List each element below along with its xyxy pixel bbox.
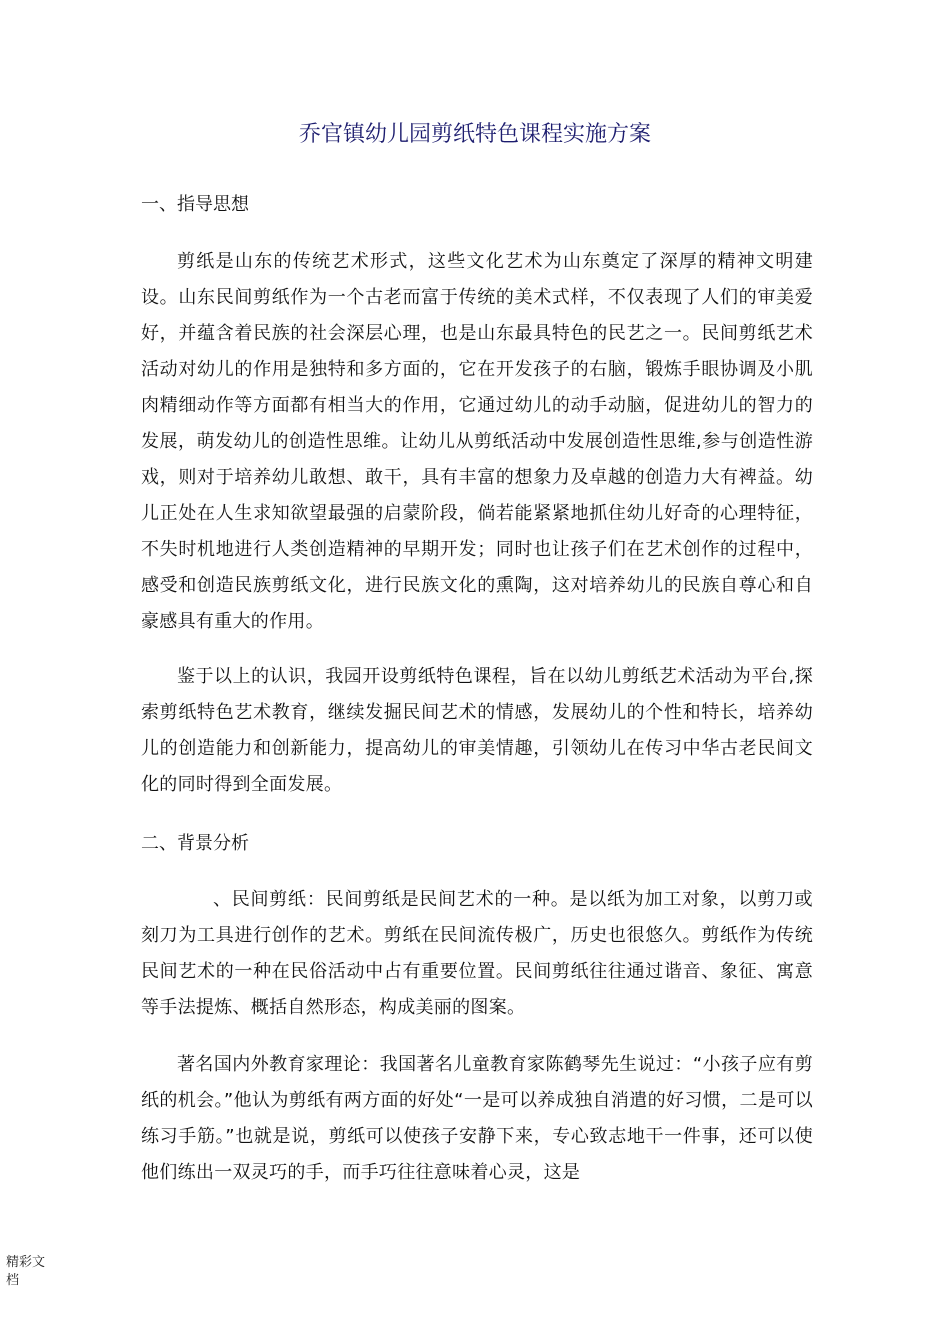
- section-heading-background: 二、背景分析: [141, 833, 249, 854]
- footer-note: 精彩文档: [6, 1255, 46, 1288]
- paragraph-background-2: 著名国内外教育家理论：我国著名儿童教育家陈鹤琴先生说过：“小孩子应有剪纸的机会。”他认为剪纸有两方面的好处“一是可以养成独自消遣的好习惯，二是可以练习手筋。”也就是说，剪纸可以使孩子安静下来，专心致志地干一件事，还可以使他们练出一双灵巧的手，而手巧往往意味着心灵，这是: [141, 1054, 813, 1183]
- paragraph-guiding-thought-1: 剪纸是山东的传统艺术形式，这些文化艺术为山东奠定了深厚的精神文明建设。山东民间剪纸作为一个古老而富于传统的美术式样，不仅表现了人们的审美爱好，并蕴含着民族的社会深层心理，也是山东最具特色的民艺之一。民间剪纸艺术活动对幼儿的作用是独特和多方面的，它在开发孩子的右脑，锻炼手眼协调及小肌肉精细动作等方面都有相当大的作用，它通过幼儿的动手动脑，促进幼儿的智力的发展，萌发幼儿的创造性思维。让幼儿从剪纸活动中发展创造性思维,参与创造性游戏，则对于培养幼儿敢想、敢干，具有丰富的想象力及卓越的创造力大有裨益。幼儿正处在人生求知欲望最强的启蒙阶段，倘若能紧紧地抓住幼儿好奇的心理特征，不失时机地进行人类创造精神的早期开发；同时也让孩子们在艺术创作的过程中，感受和创造民族剪纸文化，进行民族文化的熏陶，这对培养幼儿的民族自尊心和自豪感具有重大的作用。: [141, 251, 813, 632]
- section-heading-guiding-thought: 一、指导思想: [141, 194, 249, 215]
- paragraph-background-1: 、民间剪纸：民间剪纸是民间艺术的一种。是以纸为加工对象，以剪刀或刻刀为工具进行创作的艺术。剪纸在民间流传极广，历史也很悠久。剪纸作为传统民间艺术的一种在民俗活动中占有重要位置。民间剪纸往往通过谐音、象征、寓意等手法提炼、概括自然形态，构成美丽的图案。: [141, 889, 813, 1018]
- document-title: 乔官镇幼儿园剪纸特色课程实施方案: [298, 122, 651, 147]
- paragraph-guiding-thought-2: 鉴于以上的认识，我园开设剪纸特色课程，旨在以幼儿剪纸艺术活动为平台,探索剪纸特色艺术教育，继续发掘民间艺术的情感，发展幼儿的个性和特长，培养幼儿的创造能力和创新能力，提高幼儿的审美情趣，引领幼儿在传习中华古老民间文化的同时得到全面发展。: [141, 666, 813, 795]
